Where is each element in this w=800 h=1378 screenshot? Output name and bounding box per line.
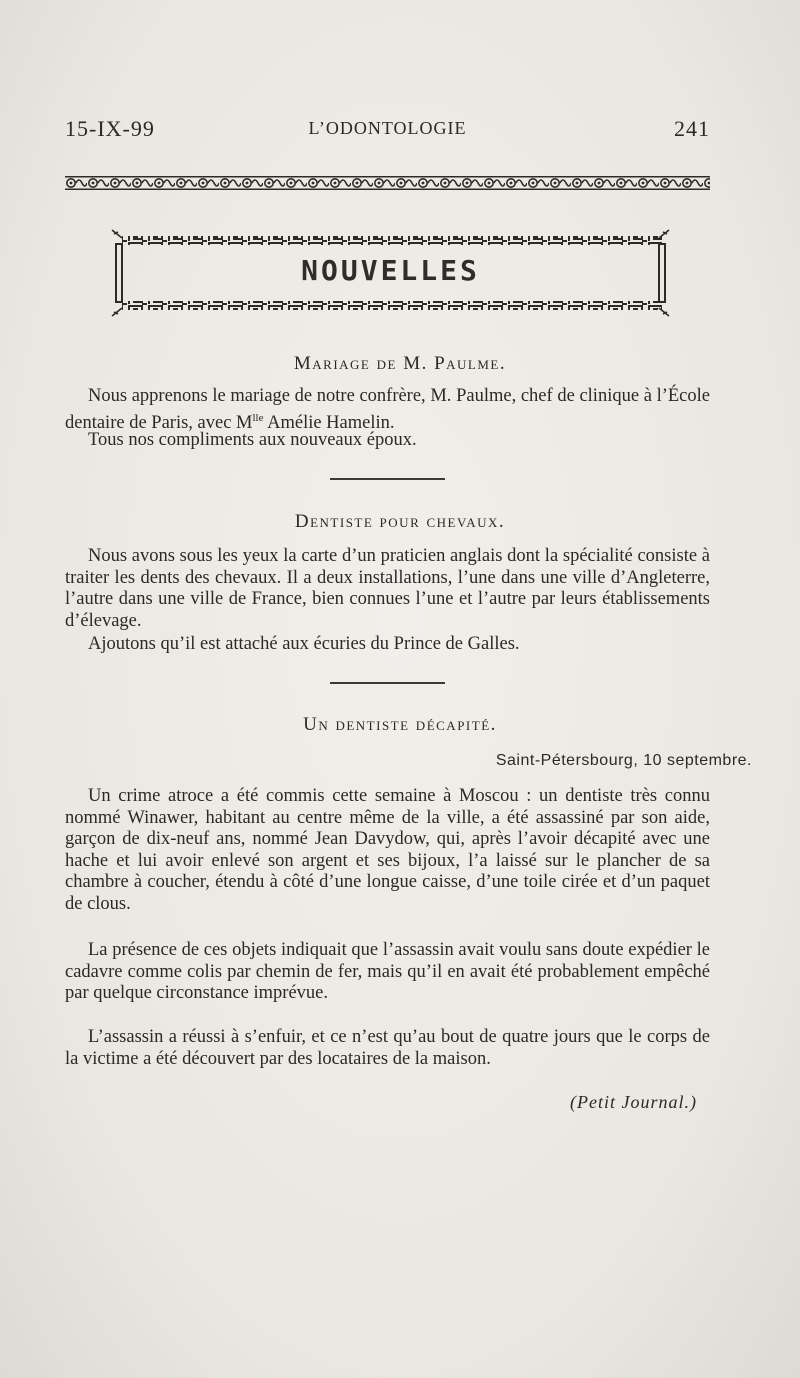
section-title-text: Dentiste pour chevaux. [294, 511, 506, 532]
superscript: lle [252, 411, 264, 424]
paragraph-text: Nous apprenons le mariage de notre confrère, M. Paulme, chef de clinique à l’École dentaire de Paris, avec M [65, 386, 710, 433]
section-title-text: Mariage de M. Paulme. [293, 353, 507, 374]
paragraph: La présence de ces objets indiquait que l’assassin avait voulu sans doute expédier le cadavre comme colis par chemin de fer, mais qu’il en avait été probablement empêché par quelque circonstance imprévue. [65, 940, 710, 1003]
paragraph: Nous avons sous les yeux la carte d’un praticien anglais dont la spécialité consiste à traiter les dents des chevaux. Il a deux installations, l’une dans une ville d’Angleterre, l’autre dans une ville de France, bien connues l’une et l’autre par leurs établissements d’élevage. [65, 546, 710, 631]
issue-date: 15-IX-99 [65, 116, 155, 141]
section-rule [330, 682, 445, 684]
section-title-text: Un dentiste décapité. [303, 714, 497, 735]
paragraph: Un crime atroce a été commis cette semaine à Moscou : un dentiste très connu nommé Winawer, habitant au centre même de la ville, a été assassiné par son aide, garçon de dix-neuf ans, nommé Jean Davydow, qui, après l’avoir décapité avec une hache et lui avoir enlevé son argent et ses bijoux, l’a laissé sur le plancher de sa chambre à coucher, étendu à côté d’une longue caisse, d’une toile cirée et d’un paquet de clous. [65, 786, 710, 914]
ornament-band [65, 176, 710, 190]
section-rule [330, 478, 445, 480]
running-head [65, 116, 710, 146]
section-title-decapite [0, 714, 800, 736]
section-title-chevaux [0, 511, 800, 533]
paragraph: Ajoutons qu’il est attaché aux écuries du Prince de Galles. [88, 634, 520, 654]
nouvelles-banner [108, 224, 673, 322]
paragraph-text: Amélie Hamelin. [263, 412, 395, 433]
paragraph: Tous nos compliments aux nouveaux époux. [88, 430, 417, 450]
paragraph: L’assassin a réussi à s’enfuir, et ce n’est qu’au bout de quatre jours que le corps de la victime a été découvert par des locataires de la maison. [65, 1027, 710, 1069]
page-number: 241 [674, 116, 710, 141]
journal-title: L’ODONTOLOGIE [308, 118, 467, 138]
paragraph [65, 386, 710, 434]
section-title-mariage [0, 353, 800, 375]
source-citation: (Petit Journal.) [570, 1092, 697, 1112]
dateline: Saint-Pétersbourg, 10 septembre. [495, 752, 752, 769]
nouvelles-title: NOUVELLES [301, 254, 480, 287]
